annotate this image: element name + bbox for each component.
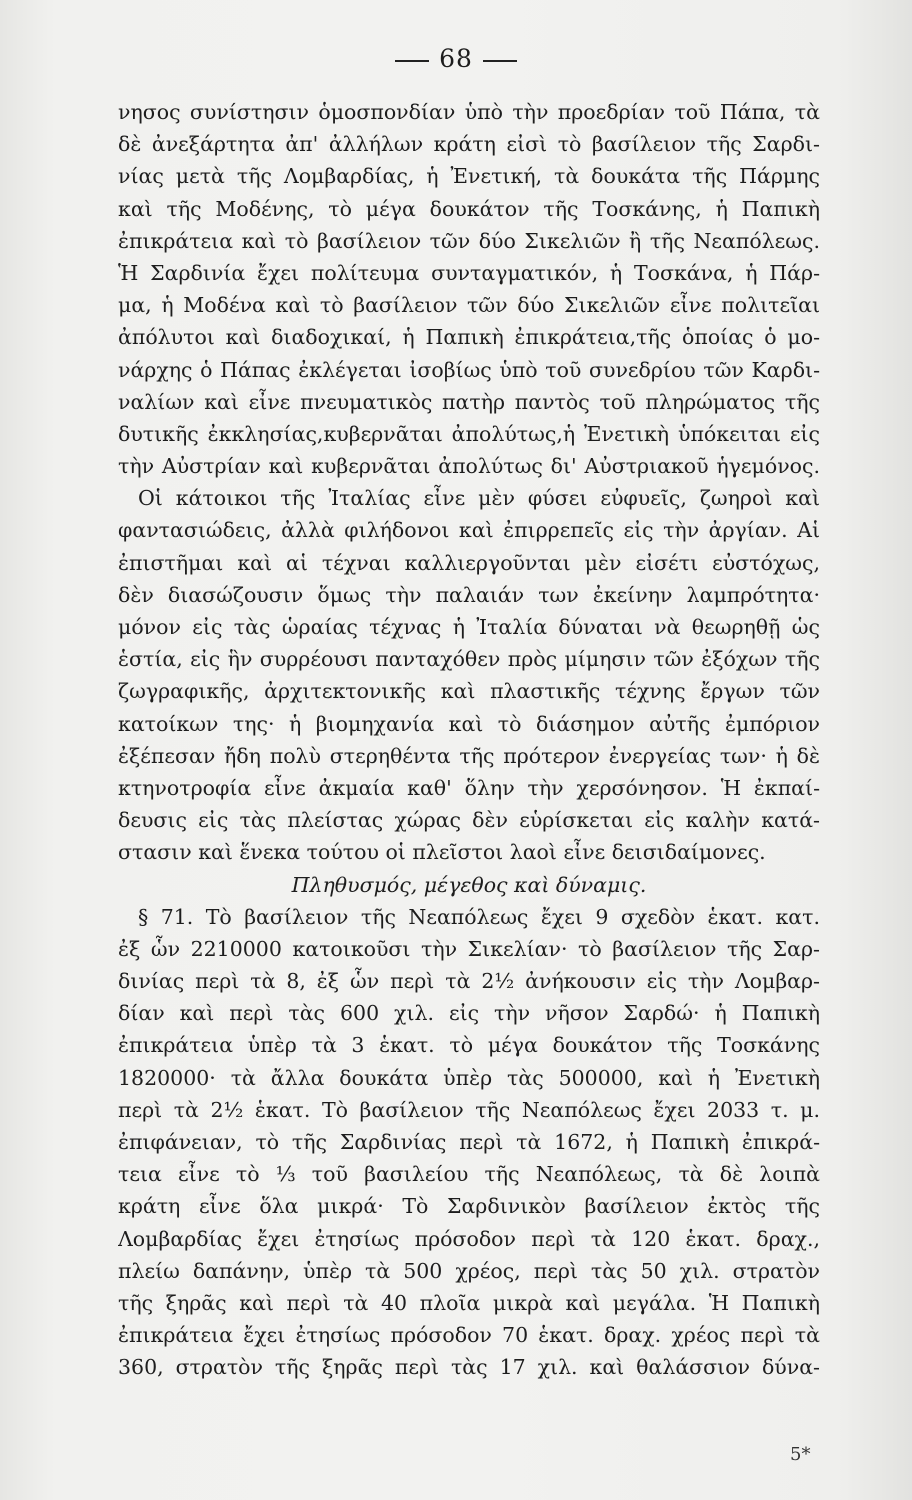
text-line: 1820000· τὰ ἄλλα δουκάτα ὑπὲρ τὰς 500000, καὶ ἡ Ἐνετικὴ [118,1065,820,1090]
text-line: μόνον εἰς τὰς ὡραίας τέχνας ἡ Ἰταλία δύναται νὰ θεωρηθῇ ὡς [118,615,820,639]
page-body-text [118,96,820,1384]
text-line: μα, ἡ Μοδένα καὶ τὸ βασίλειον τῶν δύο Σικελιῶν εἶνε πολιτεῖαι [118,293,820,318]
text-line: δινίας περὶ τὰ 8, ἐξ ὧν περὶ τὰ 2½ ἀνήκουσιν εἰς τὴν Λομβαρ- [118,969,820,994]
page-header [0,44,912,73]
page-number: 68 [439,44,473,73]
text-line: τεια εἶνε τὸ ⅓ τοῦ βασιλείου τῆς Νεαπόλεως, τὰ δὲ λοιπὰ [118,1162,820,1187]
text-line: ἀπόλυτοι καὶ διαδοχικαί, ἡ Παπικὴ ἐπικράτεια,τῆς ὁποίας ὁ μο- [118,325,820,350]
text-line: δὲν διασώζουσιν ὅμως τὴν παλαιάν των ἐκείνην λαμπρότητα· [118,582,820,607]
text-line: πλείω δαπάνην, ὑπὲρ τὰ 500 χρέος, περὶ τὰς 50 χιλ. στρατὸν [118,1258,820,1283]
text-line: ζωγραφικῆς, ἀρχιτεκτονικῆς καὶ πλαστικῆς τέχνης ἔργων τῶν [118,679,820,704]
text-line: τὴν Αὐστρίαν καὶ κυβερνᾶται ἀπολύτως δι' Αὐστριακοῦ ἡγεμόνος. [118,454,820,479]
text-line: περὶ τὰ 2½ ἑκατ. Τὸ βασίλειον τῆς Νεαπόλεως ἔχει 2033 τ. μ. [118,1097,820,1122]
text-line: ἐπιφάνειαν, τὸ τῆς Σαρδινίας περὶ τὰ 1672, ἡ Παπικὴ ἐπικρά- [118,1130,820,1154]
text-line: νησος συνίστησιν ὁμοσπονδίαν ὑπὸ τὴν προεδρίαν τοῦ Πάπα, τὰ [118,100,820,124]
text-line: ναλίων καὶ εἶνε πνευματικὸς πατὴρ παντὸς τοῦ πληρώματος τῆς [118,389,820,414]
text-line: ἐπικράτεια καὶ τὸ βασίλειον τῶν δύο Σικελιῶν ἢ τῆς Νεαπόλεως. [118,228,820,253]
text-line: δίαν καὶ περὶ τὰς 600 χιλ. εἰς τὴν νῆσον Σαρδώ· ἡ Παπικὴ [118,1001,820,1026]
text-line: ἐξ ὧν 2210000 κατοικοῦσι τὴν Σικελίαν· τὸ βασίλειον τῆς Σαρ- [118,936,820,961]
text-line: ἑστία, εἰς ἣν συρρέουσι πανταχόθεν πρὸς μίμησιν τῶν ἐξόχων τῆς [118,647,820,672]
text-line: δευσις εἰς τὰς πλείστας χώρας δὲν εὑρίσκεται εἰς καλὴν κατά- [118,808,820,833]
text-line: Οἱ κάτοικοι τῆς Ἰταλίας εἶνε μὲν φύσει εὐφυεῖς, ζωηροὶ καὶ [138,486,820,511]
text-line: ἐπικράτεια ὑπὲρ τὰ 3 ἑκατ. τὸ μέγα δουκάτον τῆς Τοσκάνης [118,1033,820,1058]
section-heading: Πληθυσμός, μέγεθος καὶ δύναμις. [291,872,647,897]
text-line: νίας μετὰ τῆς Λομβαρδίας, ἡ Ἐνετική, τὰ δουκάτα τῆς Πάρμης [118,164,820,189]
text-line: φαντασιώδεις, ἀλλὰ φιλήδονοι καὶ ἐπιρρεπεῖς εἰς τὴν ἀργίαν. Αἱ [118,518,820,543]
text-line: Λομβαρδίας ἔχει ἐτησίως πρόσοδον περὶ τὰ 120 ἑκατ. δραχ., [118,1226,820,1251]
header-dash-right [483,60,517,62]
text-line: Ἡ Σαρδινία ἔχει πολίτευμα συνταγματικόν, ἡ Τοσκάνα, ἡ Πάρ- [118,260,820,285]
text-line: καὶ τῆς Μοδένης, τὸ μέγα δουκάτον τῆς Τοσκάνης, ἡ Παπικὴ [118,196,820,221]
text-line: δὲ ἀνεξάρτητα ἀπ' ἀλλήλων κράτη εἰσὶ τὸ βασίλειον τῆς Σαρδι- [118,132,820,157]
signature-mark: 5* [790,1444,811,1465]
text-line: τῆς ξηρᾶς καὶ περὶ τὰ 40 πλοῖα μικρὰ καὶ μεγάλα. Ἡ Παπικὴ [118,1290,820,1315]
header-dash-left [395,60,429,62]
text-line: ἐπικράτεια ἔχει ἐτησίως πρόσοδον 70 ἑκατ. δραχ. χρέος περὶ τὰ [118,1323,820,1348]
text-line: κράτη εἶνε ὅλα μικρά· Τὸ Σαρδινικὸν βασίλειον ἐκτὸς τῆς [118,1194,820,1219]
text-line: κτηνοτροφία εἶνε ἀκμαία καθ' ὅλην τὴν χερσόνησον. Ἡ ἐκπαί- [118,775,820,800]
text-line: στασιν καὶ ἕνεκα τούτου οἱ πλεῖστοι λαοὶ εἶνε δεισιδαίμονες. [118,840,766,865]
text-line: § 71. Τὸ βασίλειον τῆς Νεαπόλεως ἔχει 9 σχεδὸν ἑκατ. κατ. [138,904,820,929]
text-line: κατοίκων της· ἡ βιομηχανία καὶ τὸ διάσημον αὐτῆς ἐμπόριον [118,711,820,736]
text-line: ἐπιστῆμαι καὶ αἱ τέχναι καλλιεργοῦνται μὲν εἰσέτι εὐστόχως, [118,550,820,575]
text-line: ἐξέπεσαν ἤδη πολὺ στερηθέντα τῆς πρότερον ἐνεργείας των· ἡ δὲ [118,743,820,768]
text-line: δυτικῆς ἐκκλησίας,κυβερνᾶται ἀπολύτως,ἡ Ἐνετικὴ ὑπόκειται εἰς [118,421,820,446]
text-line: 360, στρατὸν τῆς ξηρᾶς περὶ τὰς 17 χιλ. καὶ θαλάσσιον δύνα- [118,1355,820,1380]
text-line: νάρχης ὁ Πάπας ἐκλέγεται ἰσοβίως ὑπὸ τοῦ συνεδρίου τῶν Καρδι- [118,357,820,382]
